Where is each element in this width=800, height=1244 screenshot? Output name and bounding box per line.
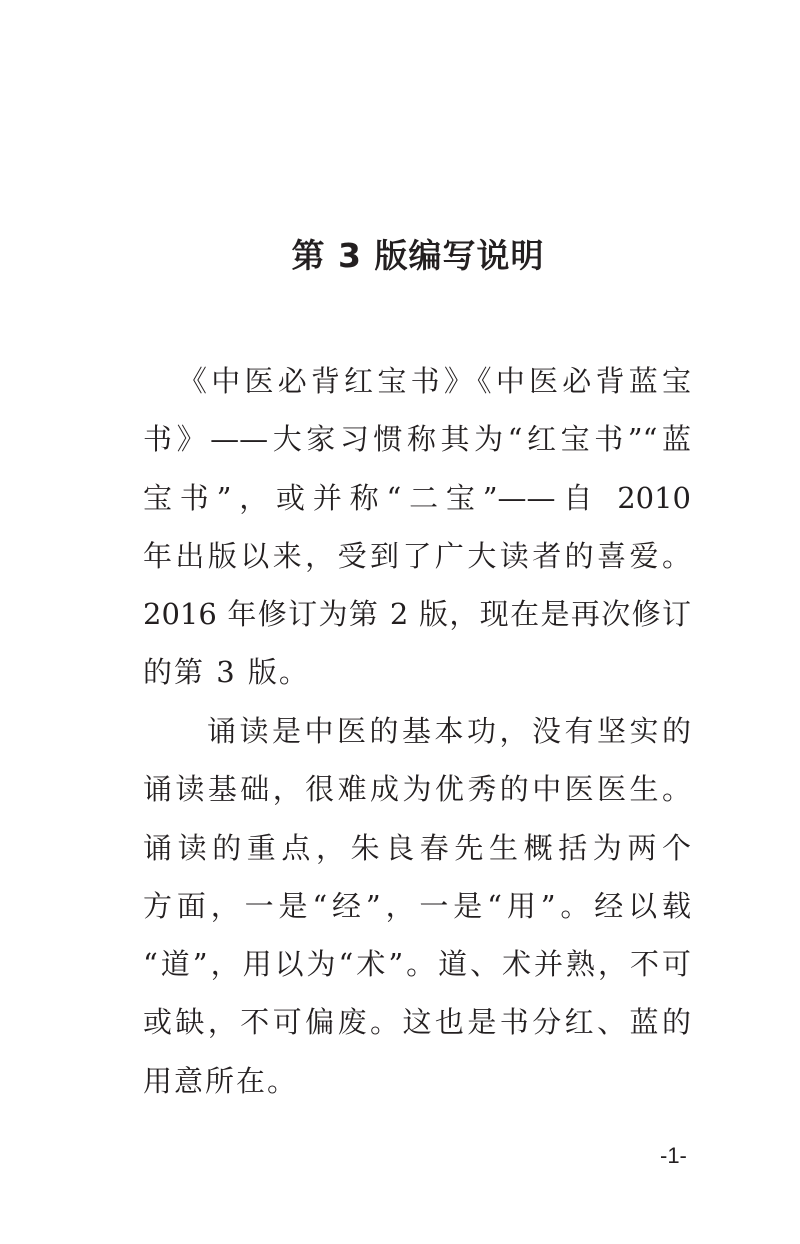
- text-line: 诵读基础，很难成为优秀的中医医生。: [143, 772, 691, 807]
- text-line: 方面，一是“经”，一是“用”。经以载: [143, 888, 691, 923]
- text-line: “道”，用以为“术”。道、术并熟，不可: [143, 947, 691, 982]
- text-line: 2016 年修订为第 2 版，现在是再次修订: [143, 597, 691, 632]
- text-line: 宝书”，或并称“二宝”——自 2010: [143, 480, 691, 515]
- text-line: 书》——大家习惯称其为“红宝书”“蓝: [143, 422, 691, 457]
- text-line: 用意所在。: [143, 1063, 299, 1098]
- text-line: 年出版以来，受到了广大读者的喜爱。: [143, 538, 691, 573]
- text-line: 或缺，不可偏废。这也是书分红、蓝的: [143, 1005, 691, 1040]
- page-number: -1-: [660, 1143, 687, 1168]
- text-line: 诵读的重点，朱良春先生概括为两个: [143, 830, 691, 865]
- paragraph-1: [143, 352, 691, 702]
- page-title: 第 3 版编写说明: [291, 236, 545, 275]
- text-line: 《中医必背红宝书》《中医必背蓝宝: [178, 364, 691, 398]
- text-line: 的第 3 版。: [143, 655, 310, 690]
- text-line: 诵读是中医的基本功，没有坚实的: [207, 714, 691, 748]
- paragraph-2: [143, 702, 691, 1110]
